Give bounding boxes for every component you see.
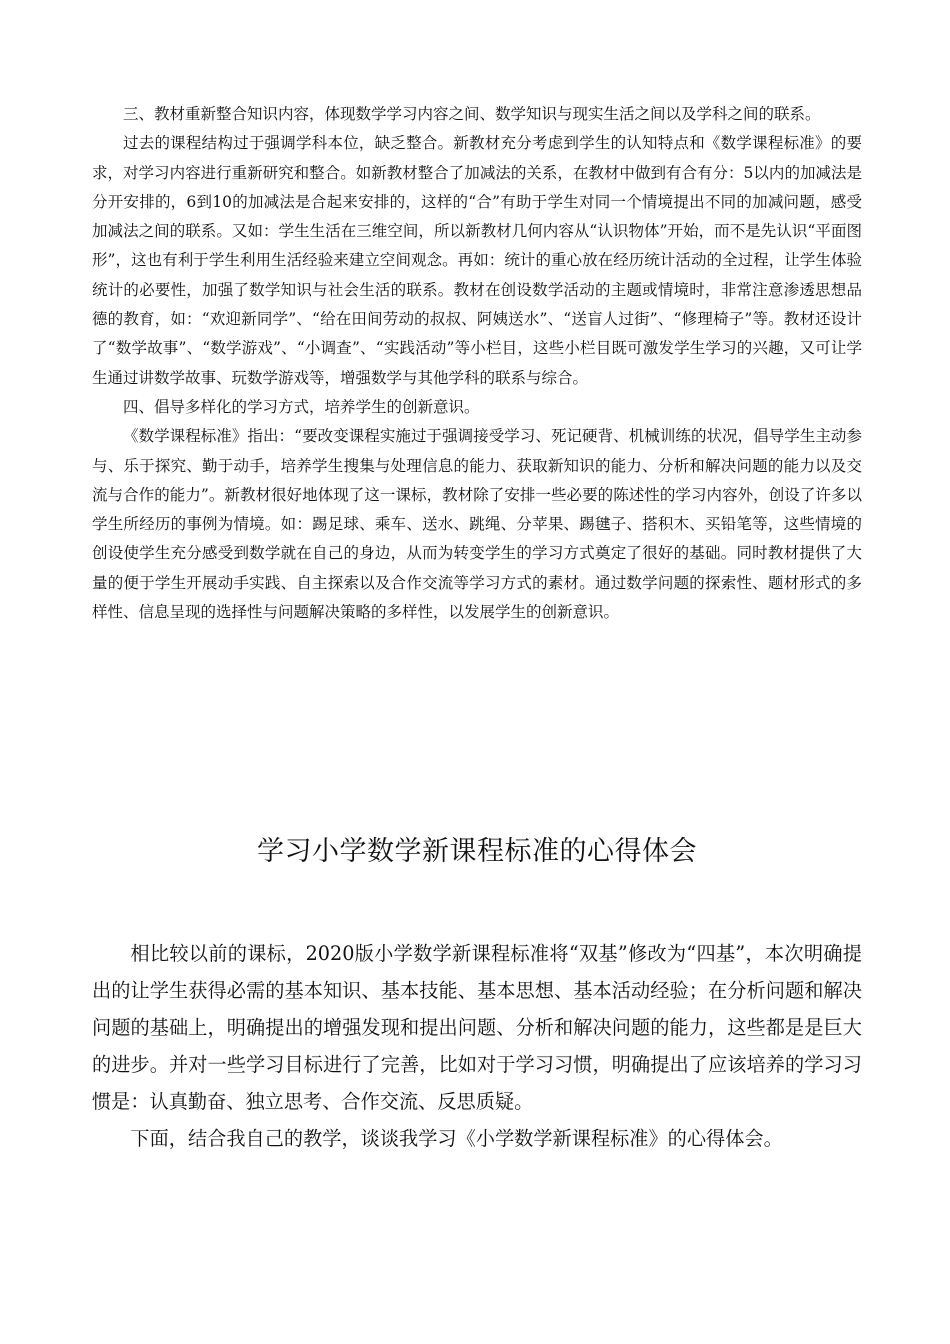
paragraph-next: 下面，结合我自己的教学，谈谈我学习《小学数学新课程标准》的心得体会。	[130, 1127, 783, 1150]
heading-four: 四、倡导多样化的学习方式，培养学生的创新意识。	[123, 397, 480, 416]
previous-article-section	[92, 100, 862, 627]
heading-three: 三、教材重新整合知识内容，体现数学学习内容之间、数学知识与现实生活之间以及学科之间的联系。	[123, 105, 821, 123]
paragraph-learning-styles: 《数学课程标准》指出：“要改变课程实施过于强调接受学习、死记硬背、机械训练的状况，倡导学生主动参与、乐于探究、勤于动手，培养学生搜集与处理信息的能力、获取新知识的能力、分析和解决问题的能力以及交流与合作的能力”。新教材很好地体现了这一课标，教材除了安排一些必要的陈述性的学习内容外，创设了许多以学生所经历的事例为情境。如：踢足球、乘车、送水、跳绳、分苹果、踢毽子、搭积木、买铅笔等，这些情境的创设使学生充分感受到数学就在自己的身边，从而为转变学生的学习方式奠定了很好的基础。同时教材提供了大量的便于学生开展动手实践、自主探索以及合作交流等学习方式的素材。通过数学问题的探索性、题材形式的多样性、信息呈现的选择性与问题解决策略的多样性，以发展学生的创新意识。	[92, 427, 862, 622]
article-title: 学习小学数学新课程标准的心得体会	[257, 836, 697, 867]
paragraph-intro: 相比较以前的课标，2020版小学数学新课程标准将“双基”修改为“四基”，本次明确提出的让学生获得必需的基本知识、基本技能、基本思想、基本活动经验；在分析问题和解决问题的基础上，明确提出的增强发现和提出问题、分析和解决问题的能力，这些都是是巨大的进步。并对一些学习目标进行了完善，比如对于学习习惯，明确提出了应该培养的学习习惯是：认真勤奋、独立思考、合作交流、反思质疑。	[92, 942, 862, 1113]
article-body	[92, 935, 862, 1157]
paragraph-integration: 过去的课程结构过于强调学科本位，缺乏整合。新教材充分考虑到学生的认知特点和《数学课程标准》的要求，对学习内容进行重新研究和整合。如新教材整合了加减法的关系，在教材中做到有合有分：5以内的加减法是分开安排的，6到10的加减法是合起来安排的，这样的“合”有助于学生对同一个情境提出不同的加减问题，感受加减法之间的联系。又如：学生生活在三维空间，所以新教材几何内容从“认识物体”开始，而不是先认识“平面图形”，这也有利于学生利用生活经验来建立空间观念。再如：统计的重心放在经历统计活动的全过程，让学生体验统计的必要性，加强了数学知识与社会生活的联系。教材在创设数学活动的主题或情境时，非常注意渗透思想品德的教育，如：“欢迎新同学”、“给在田间劳动的叔叔、阿姨送水”、“送盲人过街”、“修理椅子”等。教材还设计了“数学故事”、“数学游戏”、“小调查”、“实践活动”等小栏目，这些小栏目既可激发学生学习的兴趣，又可让学生通过讲数学故事、玩数学游戏等，增强数学与其他学科的联系与综合。	[92, 134, 862, 387]
